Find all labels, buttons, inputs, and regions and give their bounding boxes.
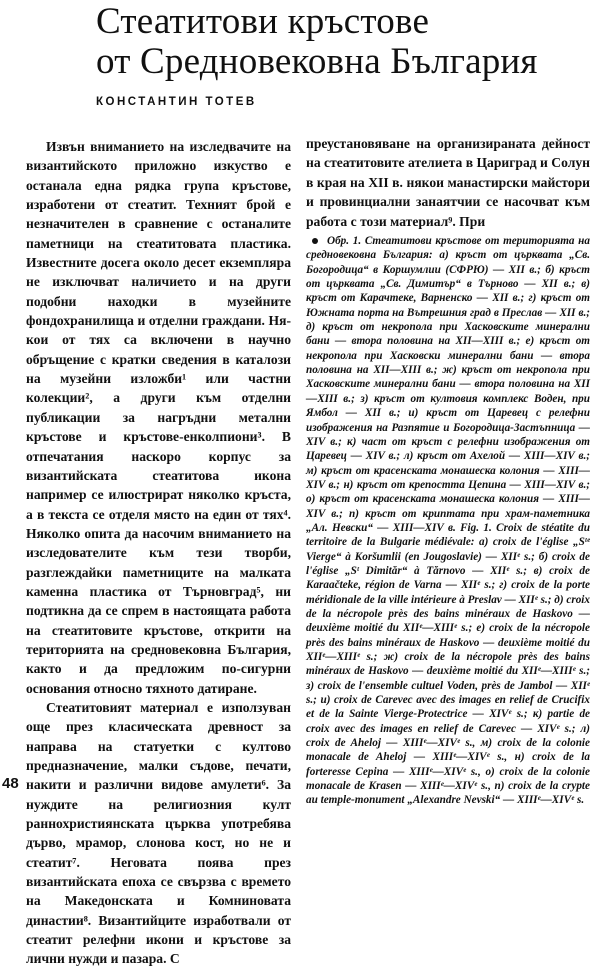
page-number: 48 xyxy=(2,775,19,792)
body-paragraph-1: Извън вниманието на изследвачите на византийското приложно изкуство е останала една рядка група кръстове, изработени от стеатит. Техният брой е незначителен в сравнение с останалите паметници на стеатитовата пластика. Известните досега около десет екземпляра не изключват наличието и на други подобни находки в музейните фондохранилища и отделни граждани. Някои от тях са включени в научно обръщение с кратки сведения в каталози на музейни изложби¹ или частни колекции², а други към отделни публикации за нагръдни метални кръстове и кръстове-енколпиони³. В отпечатания наскоро корпус за византийската стеатитова икона например се илюстрират няколко кръста, а в текста се отделя място на един от тях⁴. Няколко опита да насочим вниманието на изследователите към тези творби, разглеждайки паметниците на малката каменна пластика от Търновград⁵, ни подтикна да се спрем в настоящата работа на стеатитовите кръстове, открити на територията на средновековна България, както и да предложим по-сигурни основания относно тяхното датиране. xyxy=(26,139,291,696)
left-column xyxy=(26,137,291,969)
article-title-line-2: от Средновековна България xyxy=(96,41,538,82)
bullet-icon xyxy=(312,238,318,244)
right-column xyxy=(306,134,590,808)
article-title xyxy=(96,2,536,82)
body-paragraph-2: Стеатитовият материал е използуван още през класическата древност за направа на статуетки с култово предназначение, малки съдове, печати, накити и различни видове амулети⁶. За нуждите на религиозния култ раннохристиянската църква употребява дърво, мрамор, слонова кост, но не и стеатит⁷. Неговата поява през византийската епоха се свързва с времето на Македонската и Комниновата династии⁸. Византийците изработвали от стеатит релефни икони и кръстове за лични нужди и пазара. С xyxy=(26,699,291,967)
figure-caption-text: Обр. 1. Стеатитови кръстове от територията на средновековна България: а) кръст от църквата „Св. Богородица“ в Коршумлии (СФРЮ) — XII в.; б) кръст от църквата „Св. Димитър“ в Търново — XII в.; в) кръст от Карачтеке, Варненско — XII в.; г) кръст от Южната порта на Вътрешния град в Преслав — XII в.; д) кръст от некропола при Хасковските минерални бани — втора половина на XII—XIII в.; е) кръст от некропола при Хасковски минерални бани — втора половина на XII—XIII в.; ж) кръст от некропола при Хасковските минерални бани — втора половина на XII—XIII в.; з) кръст от култовия комплекс Воден, при Ямбол — XII в.; и) кръст от Царевец с релефни изображения на Разпятие и Богородица-Застъпница — XIV в.; к) част от кръст с релефни изображения от Царевец — XIV в.; л) кръст от Ахелой — XIII—XIV в.; м) кръст от красенската монашеска колония — XIII—XIV в.; н) кръст от крепостта Цепина — XIII—XIV в.; о) кръст от красенската монашеска колония — XIII—XIV в.; п) кръст от криптата при храм-паметника „Ал. Невски“ — XIII—XIV в. Fig. 1. Croix de stéatite du territoire de la Bulgarie médiévale: а) croix de l'église „Sᵗᵉ Vierge“ à Koršumlii (en Jougoslavie) — XIIᵉ s.; б) croix de l'église „Sᵗ Dimităr“ à Tărnovo — XIIᵉ s.; в) croix de Karaačteke, région de Varna — XIIᵉ s.; г) croix de la porte méridionale de la ville intérieure à Preslav — XIIᵉ s.; д) croix de la nécropole près des bains minéraux de Haskovo — deuxième moitié du XIIᵉ—XIIIᵉ s.; е) croix de la nécropole près des bains minéraux de Haskovo — deuxième moitié du XIIᵉ—XIIIᵉ s.; ж) croix de la nécropole près des bains minéraux de Haskovo — deuxième moitié du XIIᵉ—XIIIᵉ s.; з) croix de l'ensemble cultuel Voden, près de Jambol — XIIᵉ s.; и) croix de Carevec avec des images en relief de Crucifix et de la Sainte Vierge-Protectrice — XIVᵉ s.; к) partie de croix avec des images en relief de Carevec — XIVᵉ s.; л) croix de Aheloj — XIIIᵉ—XIVᵉ s., м) croix de la colonie monacale de Aheloj — XIIIᵉ—XIVᵉ s., н) croix de la forteresse Cepina — XIIIᵉ—XIVᵉ s., о) croix de la colonie monacale de Krasen — XIIIᵉ—XIVᵉ s., п) croix de la crypte au temple-monument „Alexandre Nevski“ — XIIIᵉ—XIVᵉ s. xyxy=(306,235,590,807)
article-author: КОНСТАНТИН ТОТЕВ xyxy=(96,96,257,108)
body-paragraph-continued: преустановяване на организираната дейност на стеатитовите ателиета в Цариград и Солун в края на XII в. някои манастирски майстори и провинциални занаятчии се насочват към работа с този материал⁹. При xyxy=(306,136,590,229)
figure-caption xyxy=(306,234,590,808)
article-title-line-1: Стеатитови кръстове xyxy=(96,1,430,42)
